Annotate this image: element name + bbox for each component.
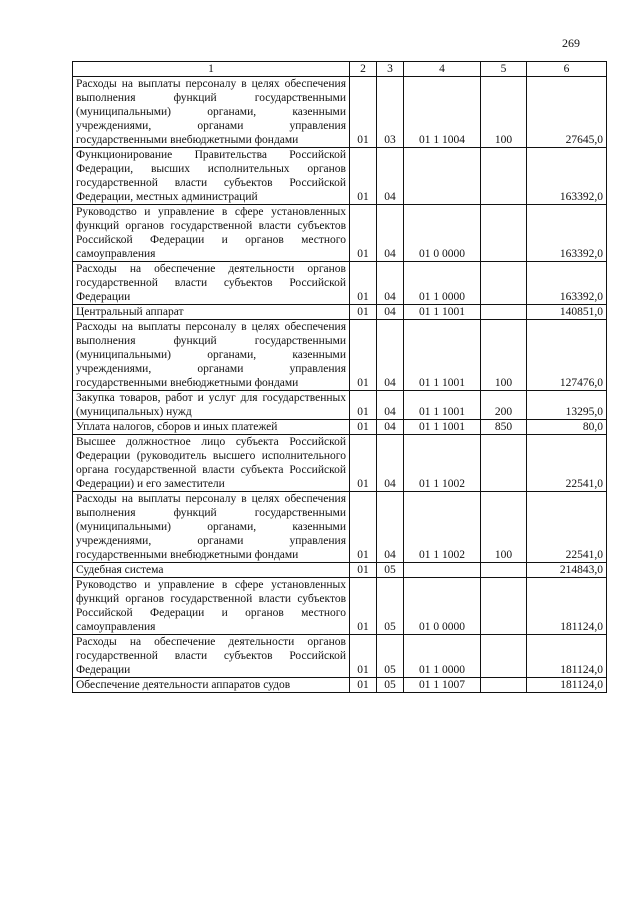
table-row [73,492,607,563]
row-target-article: 01 1 1001 [404,305,481,320]
page-number: 269 [562,36,580,50]
row-amount: 181124,0 [527,678,607,693]
row-amount: 22541,0 [527,492,607,563]
header-col-4: 4 [404,62,481,77]
row-expense-type [481,563,527,578]
row-description: Расходы на выплаты персоналу в целях обеспечения выполнения функций государственными (муниципальными) органами, казенными учреждениями, органами управления государственными внебюджетными фондами [73,77,350,148]
row-description: Обеспечение деятельности аппаратов судов [73,678,350,693]
table-row [73,320,607,391]
row-amount: 27645,0 [527,77,607,148]
row-description: Уплата налогов, сборов и иных платежей [73,420,350,435]
table-row [73,435,607,492]
table-row [73,77,607,148]
row-expense-type: 100 [481,77,527,148]
row-subsection: 04 [377,262,404,305]
row-amount: 127476,0 [527,320,607,391]
row-subsection: 04 [377,492,404,563]
row-description: Закупка товаров, работ и услуг для государственных (муниципальных) нужд [73,391,350,420]
row-subsection: 04 [377,305,404,320]
row-description: Расходы на обеспечение деятельности органов государственной власти субъектов Российской Федерации [73,262,350,305]
row-section: 01 [350,77,377,148]
header-col-2: 2 [350,62,377,77]
row-subsection: 05 [377,635,404,678]
row-expense-type [481,262,527,305]
table-row [73,148,607,205]
row-expense-type [481,678,527,693]
row-subsection: 04 [377,391,404,420]
row-target-article [404,563,481,578]
row-expense-type [481,148,527,205]
row-subsection: 04 [377,320,404,391]
row-subsection: 04 [377,435,404,492]
row-section: 01 [350,148,377,205]
budget-table [72,61,607,693]
row-section: 01 [350,492,377,563]
table-row [73,262,607,305]
row-amount: 214843,0 [527,563,607,578]
row-amount: 80,0 [527,420,607,435]
row-section: 01 [350,635,377,678]
row-description: Судебная система [73,563,350,578]
table-row [73,635,607,678]
row-target-article: 01 1 1004 [404,77,481,148]
row-section: 01 [350,205,377,262]
row-section: 01 [350,305,377,320]
row-subsection: 04 [377,420,404,435]
row-expense-type: 200 [481,391,527,420]
table-row [73,420,607,435]
row-expense-type [481,305,527,320]
row-target-article: 01 1 1001 [404,420,481,435]
table-row [73,578,607,635]
row-subsection: 05 [377,578,404,635]
row-amount: 163392,0 [527,262,607,305]
row-amount: 181124,0 [527,635,607,678]
header-col-3: 3 [377,62,404,77]
row-amount: 13295,0 [527,391,607,420]
row-subsection: 04 [377,148,404,205]
row-description: Расходы на выплаты персоналу в целях обеспечения выполнения функций государственными (муниципальными) органами, казенными учреждениями, органами управления государственными внебюджетными фондами [73,492,350,563]
row-description: Центральный аппарат [73,305,350,320]
row-amount: 22541,0 [527,435,607,492]
row-expense-type [481,578,527,635]
row-expense-type: 850 [481,420,527,435]
row-section: 01 [350,320,377,391]
row-subsection: 04 [377,205,404,262]
row-section: 01 [350,578,377,635]
row-target-article: 01 1 1001 [404,391,481,420]
row-description: Руководство и управление в сфере установленных функций органов государственной власти субъектов Российской Федерации и органов местного самоуправления [73,205,350,262]
row-expense-type: 100 [481,320,527,391]
table-body [73,77,607,693]
table-row [73,678,607,693]
header-col-6: 6 [527,62,607,77]
row-expense-type [481,435,527,492]
row-target-article [404,148,481,205]
row-section: 01 [350,420,377,435]
row-target-article: 01 1 1001 [404,320,481,391]
table-row [73,305,607,320]
row-target-article: 01 1 1007 [404,678,481,693]
row-amount: 140851,0 [527,305,607,320]
row-subsection: 05 [377,678,404,693]
row-target-article: 01 1 1002 [404,492,481,563]
row-expense-type [481,205,527,262]
row-description: Расходы на выплаты персоналу в целях обеспечения выполнения функций государственными (муниципальными) органами, казенными учреждениями, органами управления государственными внебюджетными фондами [73,320,350,391]
header-col-1: 1 [73,62,350,77]
row-target-article: 01 1 1002 [404,435,481,492]
row-subsection: 05 [377,563,404,578]
row-expense-type: 100 [481,492,527,563]
row-section: 01 [350,262,377,305]
row-description: Руководство и управление в сфере установленных функций органов государственной власти субъектов Российской Федерации и органов местного самоуправления [73,578,350,635]
row-section: 01 [350,391,377,420]
row-description: Высшее должностное лицо субъекта Российской Федерации (руководитель высшего исполнительного органа государственной власти субъекта Российской Федерации) и его заместители [73,435,350,492]
table-row [73,563,607,578]
row-amount: 163392,0 [527,148,607,205]
row-amount: 181124,0 [527,578,607,635]
row-subsection: 03 [377,77,404,148]
row-section: 01 [350,435,377,492]
header-col-5: 5 [481,62,527,77]
table-row [73,391,607,420]
table-row [73,205,607,262]
row-amount: 163392,0 [527,205,607,262]
row-target-article: 01 0 0000 [404,205,481,262]
row-target-article: 01 0 0000 [404,578,481,635]
table-header-row [73,62,607,77]
row-target-article: 01 1 0000 [404,635,481,678]
row-section: 01 [350,678,377,693]
row-description: Расходы на обеспечение деятельности органов государственной власти субъектов Российской Федерации [73,635,350,678]
row-target-article: 01 1 0000 [404,262,481,305]
row-section: 01 [350,563,377,578]
row-description: Функционирование Правительства Российской Федерации, высших исполнительных органов государственной власти субъектов Российской Федерации, местных администраций [73,148,350,205]
row-expense-type [481,635,527,678]
